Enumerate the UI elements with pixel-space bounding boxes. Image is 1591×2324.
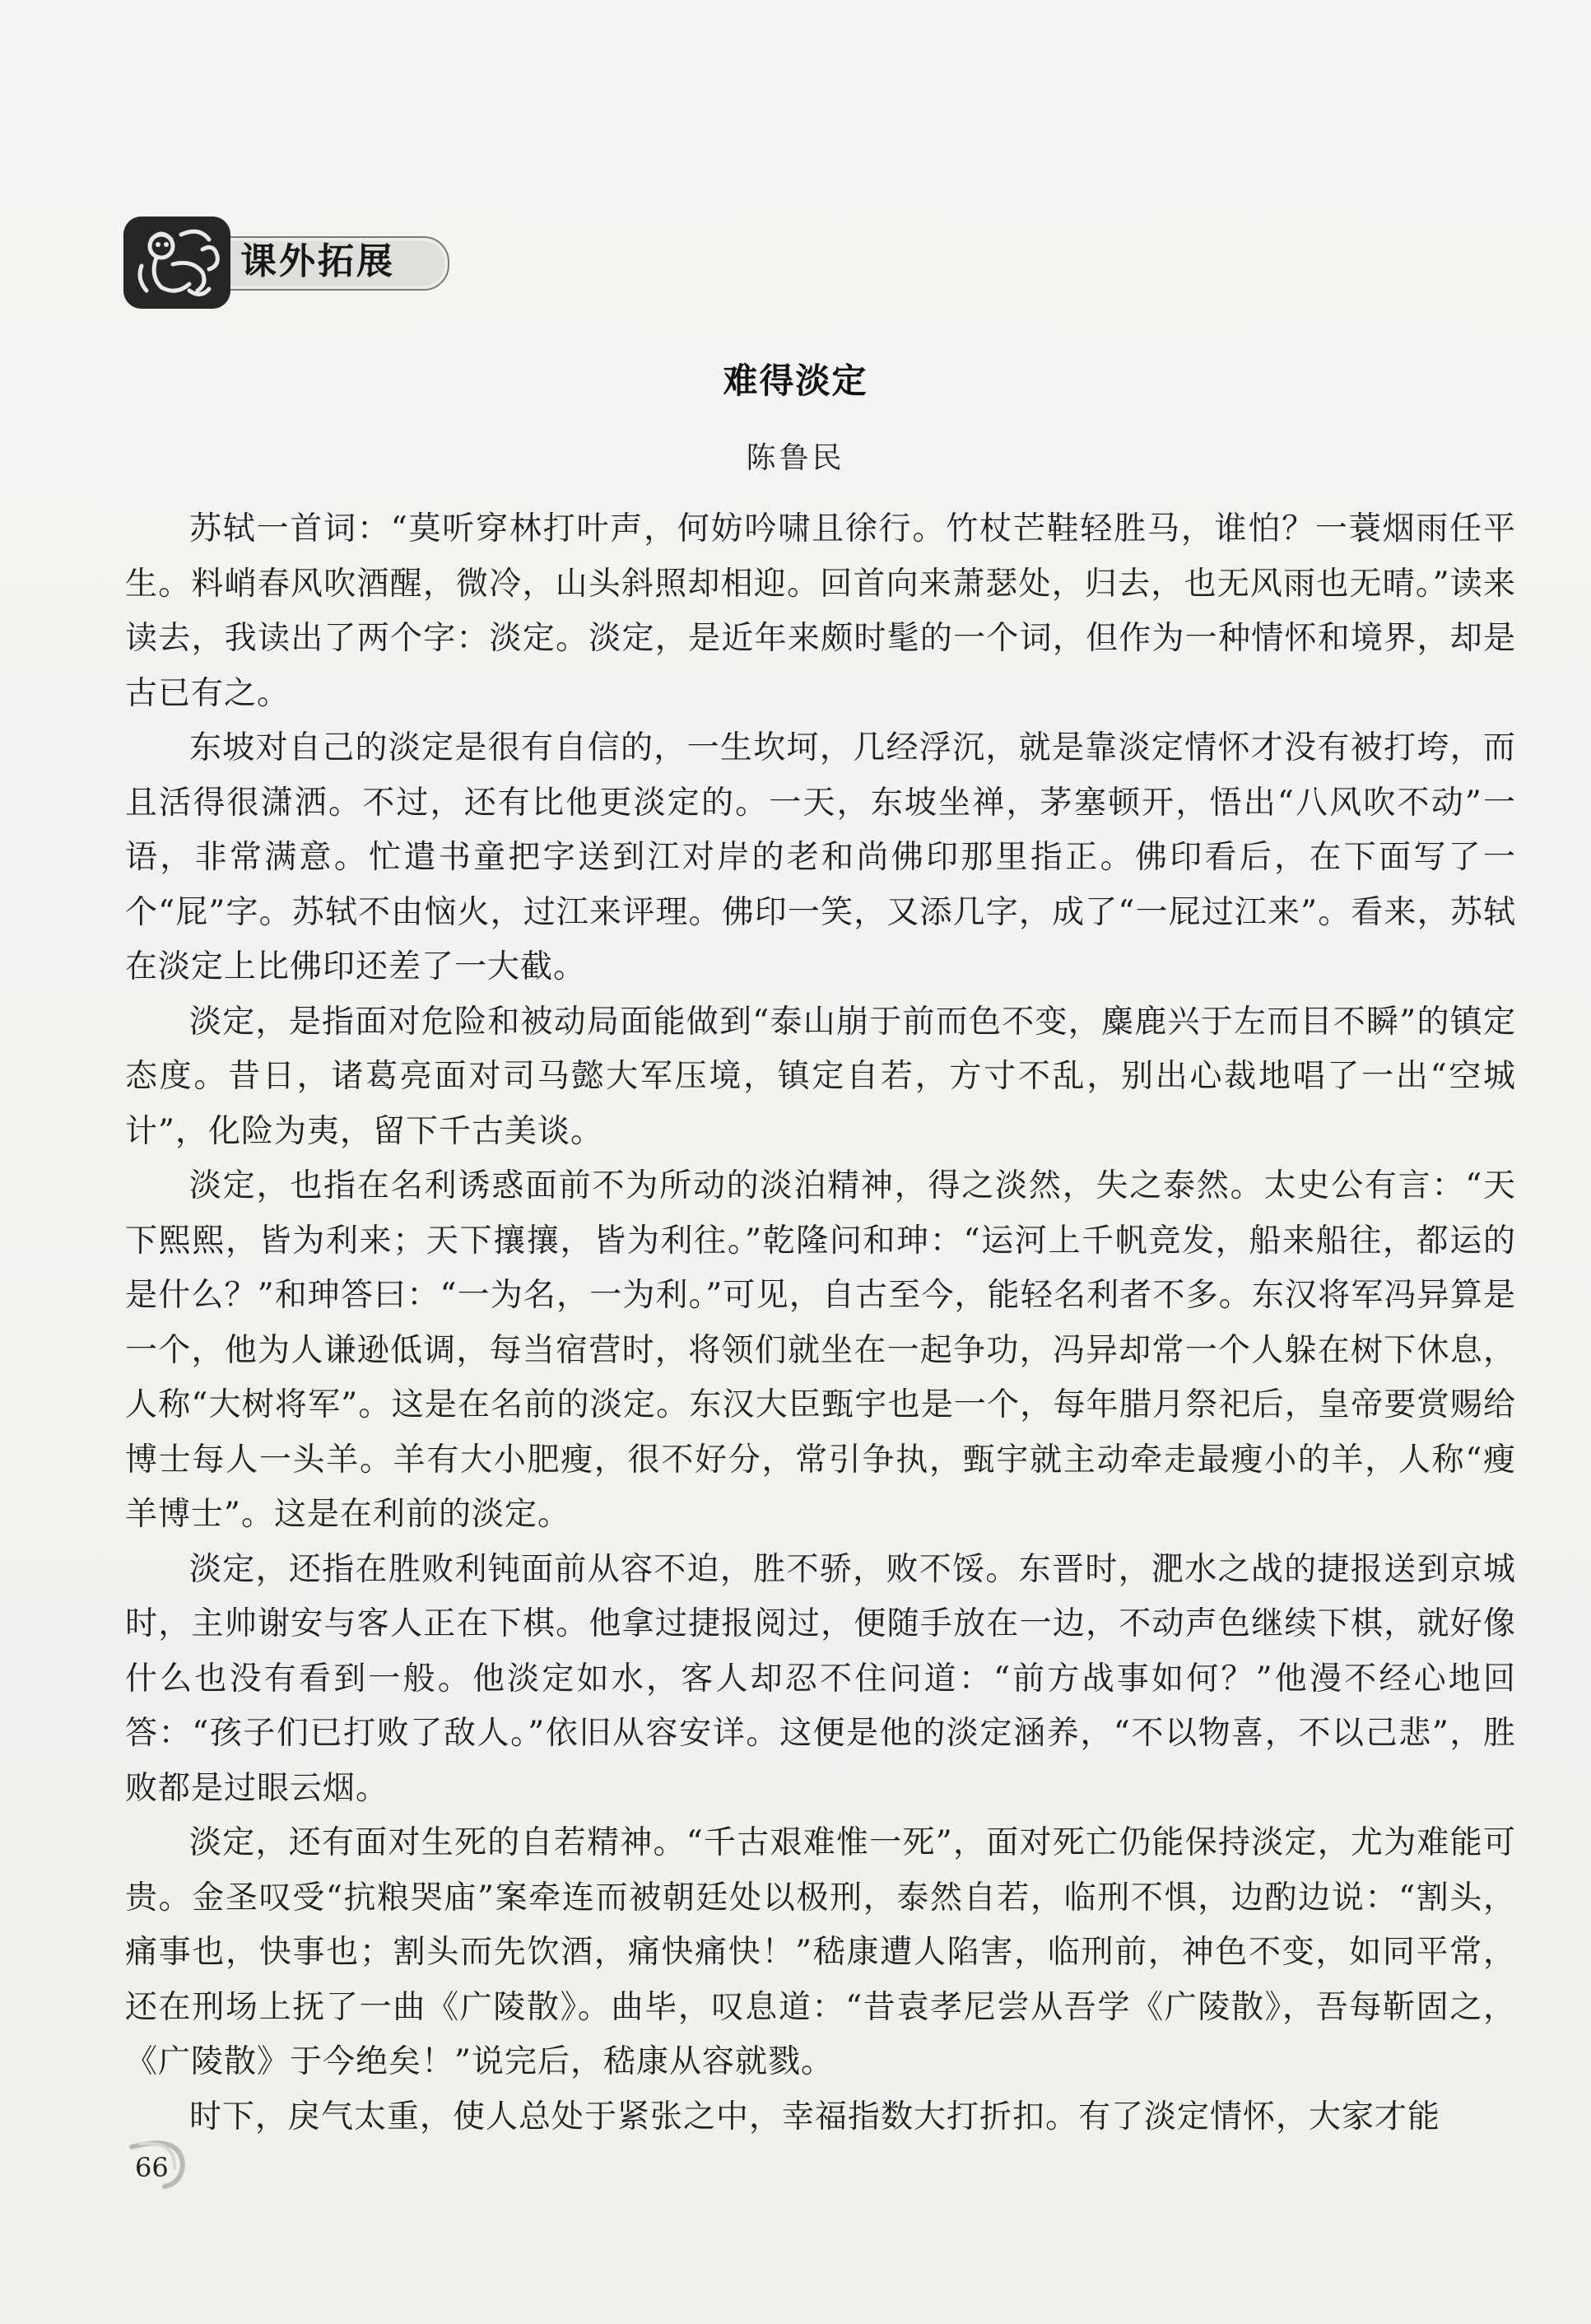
article-title: 难得淡定 [723, 361, 868, 401]
paragraph: 淡定，是指面对危险和被动局面能做到“泰山崩于前而色不变，麋鹿兴于左而目不瞬”的镇定态度。昔日，诸葛亮面对司马懿大军压境，镇定自若，方寸不乱，别出心裁地唱了一出“空城计”，化险为夷，留下千古美谈。 [125, 1003, 1516, 1150]
section-label: 课外拓展 [240, 240, 395, 282]
article-body [125, 502, 1516, 2145]
page-number: 66 [135, 2152, 169, 2183]
paragraph: 淡定，还指在胜败利钝面前从容不迫，胜不骄，败不馁。东晋时，淝水之战的捷报送到京城时，主帅谢安与客人正在下棋。他拿过捷报阅过，便随手放在一边，不动声色继续下棋，就好像什么也没有看到一般。他淡定如水，客人却忍不住问道：“前方战事如何？”他漫不经心地回答：“孩子们已打败了敌人。”依旧从容安详。这便是他的淡定涵养，“不以物喜，不以己悲”，胜败都是过眼云烟。 [125, 1550, 1516, 1807]
monkey-seal-icon [123, 217, 230, 309]
section-banner [123, 210, 461, 309]
page-number-badge [123, 2132, 198, 2190]
paragraph: 淡定，还有面对生死的自若精神。“千古艰难惟一死”，面对死亡仍能保持淡定，尤为难能可贵。金圣叹受“抗粮哭庙”案牵连而被朝廷处以极刑，泰然自若，临刑不惧，边酌边说：“割头，痛事也，快事也；割头而先饮酒，痛快痛快！”嵇康遭人陷害，临刑前，神色不变，如同平常，还在刑场上抚了一曲《广陵散》。曲毕，叹息道：“昔袁孝尼尝从吾学《广陵散》，吾每靳固之，《广陵散》于今绝矣！”说完后，嵇康从容就戮。 [125, 1824, 1516, 2080]
paragraph: 苏轼一首词：“莫听穿林打叶声，何妨吟啸且徐行。竹杖芒鞋轻胜马，谁怕？一蓑烟雨任平生。料峭春风吹酒醒，微冷，山头斜照却相迎。回首向来萧瑟处，归去，也无风雨也无晴。”读来读去，我读出了两个字：淡定。淡定，是近年来颇时髦的一个词，但作为一种情怀和境界，却是古已有之。 [125, 510, 1516, 712]
article-author: 陈鲁民 [746, 441, 845, 475]
paragraph: 东坡对自己的淡定是很有自信的，一生坎坷，几经浮沉，就是靠淡定情怀才没有被打垮，而且活得很潇洒。不过，还有比他更淡定的。一天，东坡坐禅，茅塞顿开，悟出“八风吹不动”一语，非常满意。忙遣书童把字送到江对岸的老和尚佛印那里指正。佛印看后，在下面写了一个“屁”字。苏轼不由恼火，过江来评理。佛印一笑，又添几字，成了“一屁过江来”。看来，苏轼在淡定上比佛印还差了一大截。 [125, 729, 1516, 985]
paragraph: 时下，戾气太重，使人总处于紧张之中，幸福指数大打折扣。有了淡定情怀，大家才能 [189, 2098, 1441, 2135]
paragraph: 淡定，也指在名利诱惑面前不为所动的淡泊精神，得之淡然，失之泰然。太史公有言：“天下熙熙，皆为利来；天下攘攘，皆为利往。”乾隆问和珅：“运河上千帆竞发，船来船往，都运的是什么？”和珅答曰：“一为名，一为利。”可见，自古至今，能轻名利者不多。东汉将军冯异算是一个，他为人谦逊低调，每当宿营时，将领们就坐在一起争功，冯异却常一个人躲在树下休息，人称“大树将军”。这是在名前的淡定。东汉大臣甄宇也是一个，每年腊月祭祀后，皇帝要赏赐给博士每人一头羊。羊有大小肥瘦，很不好分，常引争执，甄宇就主动牵走最瘦小的羊，人称“瘦羊博士”。这是在利前的淡定。 [125, 1167, 1516, 1533]
